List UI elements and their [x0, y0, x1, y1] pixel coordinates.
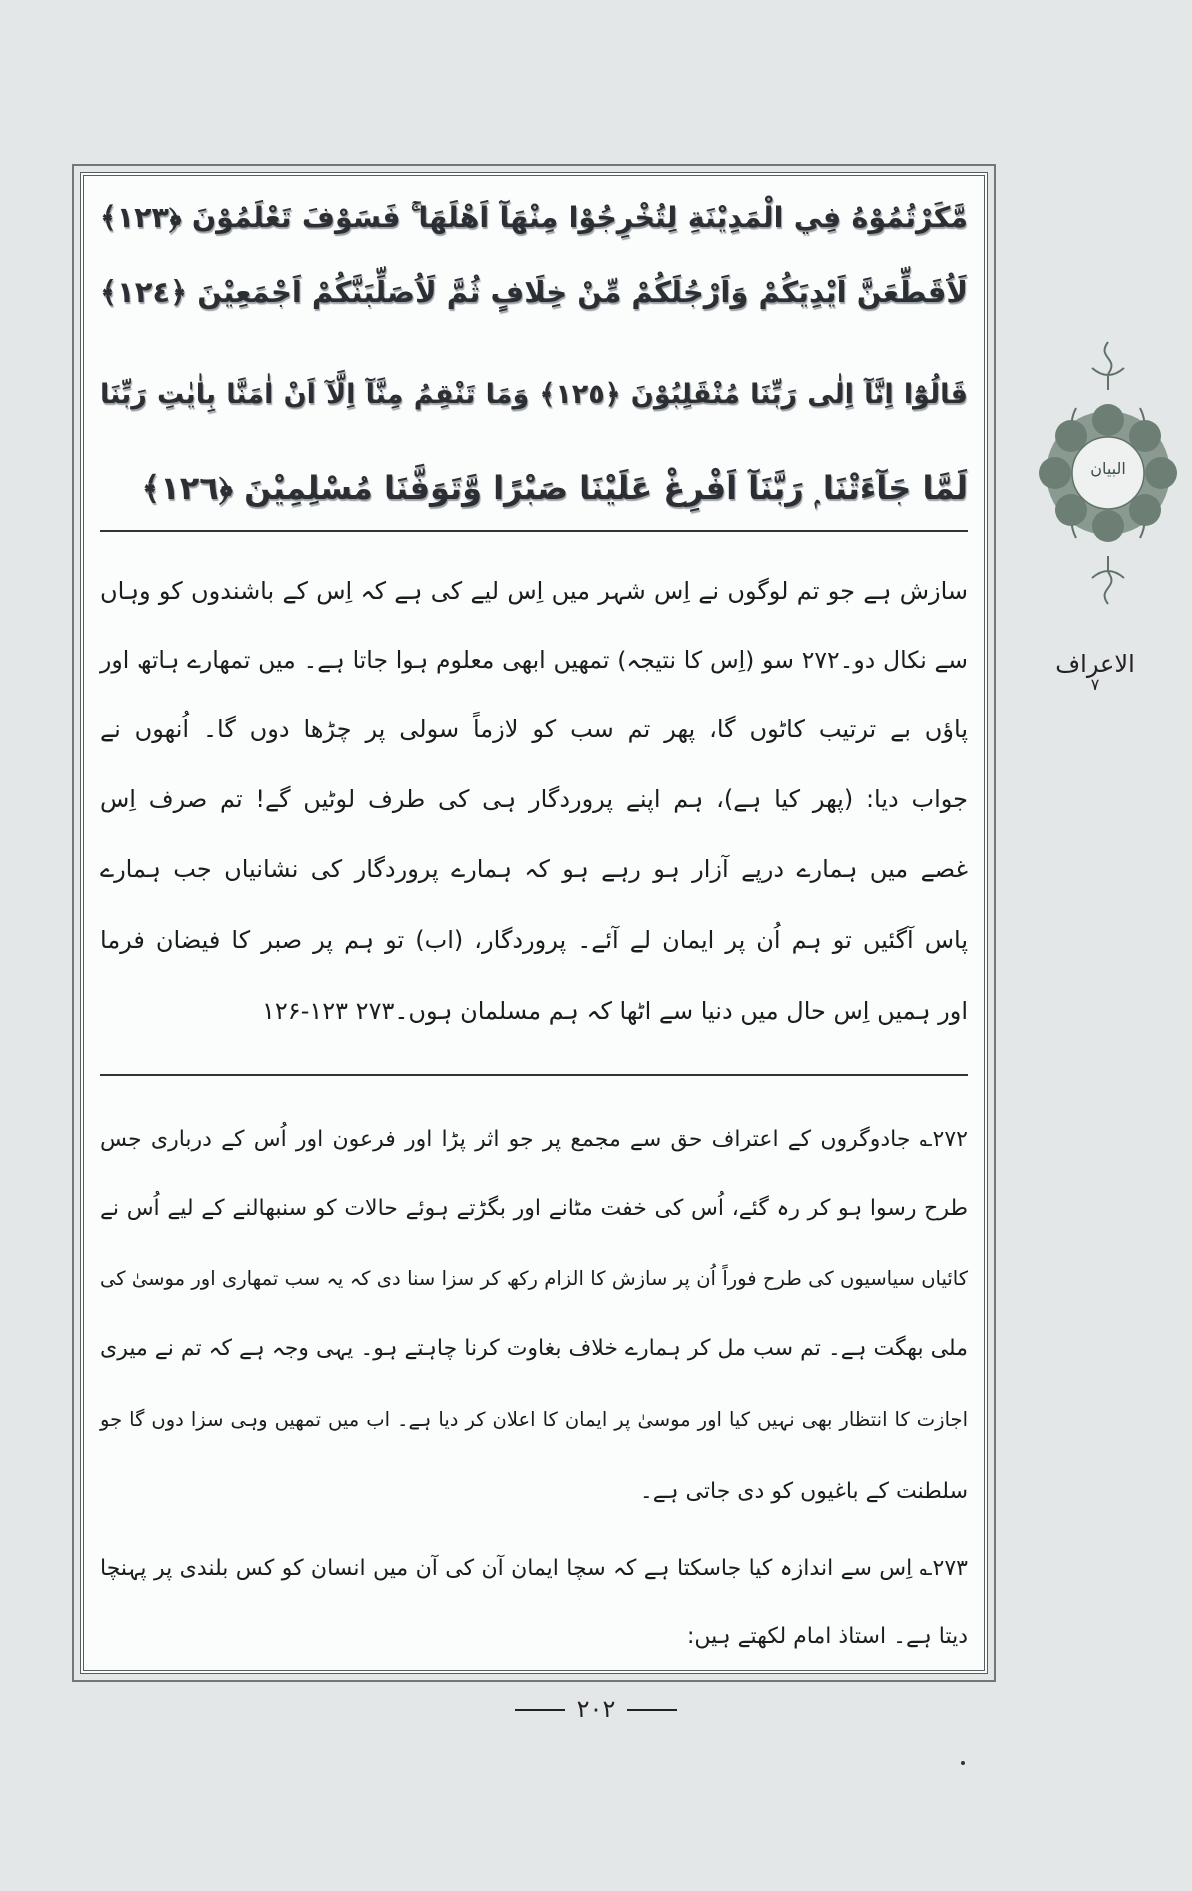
page-number-text: ۲۰۲ [576, 1695, 616, 1723]
surah-name: الاعراف [1055, 650, 1135, 678]
translation-line: جواب دیا: (پھر کیا ہے)، ہم اپنے پروردگار ہی کی طرف لوٹیں گے! تم صرف اِس [100, 785, 968, 813]
footnote-line: ملی بھگت ہے۔ تم سب مل کر ہمارے خلاف بغاوت کرنا چاہتے ہو۔ یہی وجہ ہے کہ تم نے میری [100, 1336, 968, 1361]
ornament-text: البیان [1090, 459, 1126, 478]
translation-line: سازش ہے جو تم لوگوں نے اِس شہر میں اِس لیے کی ہے کہ اِس کے باشندوں کو وہاں [100, 577, 968, 605]
quran-line: قَالُوْٓا اِنَّآ اِلٰى رَبِّنَا مُنْقَلِبُوْنَ ﴿١٢٥﴾ وَمَا تَنْقِمُ مِنَّآ اِلَّآ اَنْ اٰمَنَّا بِاٰيٰتِ رَبِّنَا [100, 379, 968, 410]
quran-line: مَّكَرْتُمُوْهُ فِي الْمَدِيْنَةِ لِتُخْرِجُوْا مِنْهَآ اَهْلَهَا ۚ فَسَوْفَ تَعْلَمُوْنَ ﴿١٢٣﴾ [100, 201, 968, 234]
footnote-line: کائیاں سیاسیوں کی طرح فوراً اُن پر سازش کا الزام رکھ کر سزا سنا دی کہ یہ سب تمھاری اور موسیٰ کی [100, 1267, 968, 1290]
dash [515, 1709, 565, 1711]
al-bayan-ornament [1036, 338, 1180, 608]
translation-line: پاؤں بے ترتیب کاٹوں گا، پھر تم سب کو لازماً سولی پر چڑھا دوں گا۔ اُنھوں نے [100, 715, 968, 743]
translation-line: پاس آگئیں تو ہم اُن پر ایمان لے آئے۔ پروردگار، (اب) تو ہم پر صبر کا فیضان فرما [100, 926, 968, 954]
footnote-line: طرح رسوا ہو کر رہ گئے، اُس کی خفت مٹانے اور بگڑتے ہوئے حالات کو سنبھالنے کے لیے اُس نے [100, 1196, 968, 1221]
translation-line: سے نکال دو۔۲۷۲ سو (اِس کا نتیجہ) تمھیں ابھی معلوم ہوا جاتا ہے۔ میں تمھارے ہاتھ اور [100, 646, 968, 674]
quran-line: لَمَّا جَآءَتْنَا ۭ رَبَّنَآ اَفْرِغْ عَلَيْنَا صَبْرًا وَّتَوَفَّنَا مُسْلِمِيْنَ ﴿١٢٦﴾ [141, 469, 968, 507]
translation-line: اور ہمیں اِس حال میں دنیا سے اٹھا کہ ہم مسلمان ہوں۔۲۷۳ ۱۲۳-۱۲۶ [262, 997, 968, 1025]
footnote-line: سلطنت کے باغیوں کو دی جاتی ہے۔ [639, 1479, 968, 1504]
footnote-line: ۲۷۲؎ جادوگروں کے اعتراف حق سے مجمع پر جو اثر پڑا اور فرعون اور اُس کے درباری جس [100, 1127, 968, 1152]
speck [961, 1761, 965, 1765]
footnote-line: دیتا ہے۔ استاذ امام لکھتے ہیں: [686, 1624, 968, 1649]
divider [100, 530, 968, 532]
divider [100, 1074, 968, 1076]
dash [627, 1709, 677, 1711]
quran-line: لَاُقَطِّعَنَّ اَيْدِيَكُمْ وَاَرْجُلَكُمْ مِّنْ خِلَافٍ ثُمَّ لَاُصَلِّبَنَّكُمْ اَجْمَعِيْنَ ﴿١٢٤﴾ [100, 275, 968, 309]
surah-number: ۷ [1090, 675, 1100, 694]
translation-line: غصے میں ہمارے درپے آزار ہو رہے ہو کہ ہمارے پروردگار کی نشانیاں جب ہمارے [100, 855, 968, 883]
footnote-line: اجازت کا انتظار بھی نہیں کیا اور موسیٰ پر ایمان کا اعلان کر دیا ہے۔ اب میں تمھیں وہی سزا دوں گا جو [100, 1408, 968, 1431]
page-number [396, 1695, 796, 1723]
footnote-line: ۲۷۳؎ اِس سے اندازہ کیا جاسکتا ہے کہ سچا ایمان آن کی آن میں انسان کو کس بلندی پر پہنچا [100, 1556, 968, 1581]
surah-label [1040, 650, 1150, 692]
